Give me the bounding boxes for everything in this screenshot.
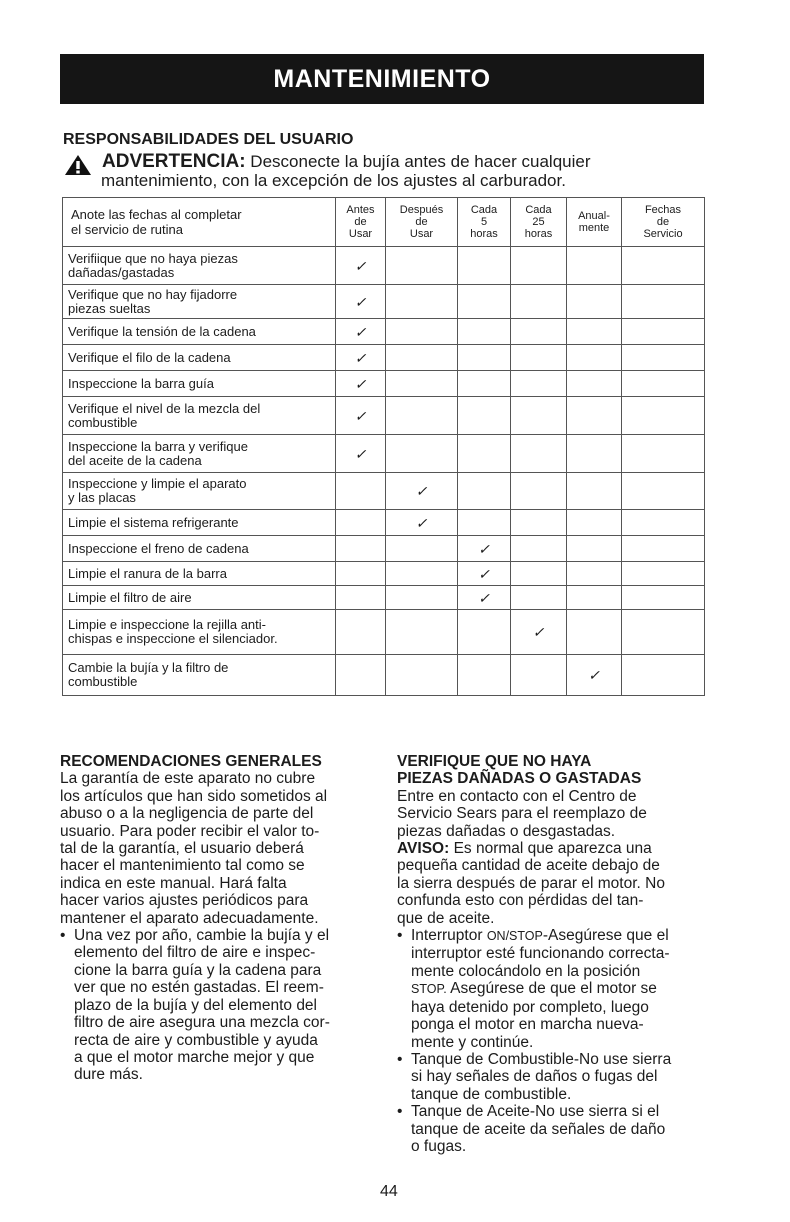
schedule-cell <box>386 510 458 536</box>
page-title-banner <box>60 54 704 104</box>
text-line: interruptor esté funcionando correcta- <box>411 945 670 963</box>
text-line: Una vez por año, cambie la bujía y el <box>74 927 330 945</box>
list-item <box>397 1103 717 1155</box>
text-line: a que el motor marche mejor y que <box>74 1048 315 1066</box>
table-row <box>63 562 705 586</box>
table-row <box>63 510 705 536</box>
text-line: Servicio Sears para el reemplazo de <box>397 805 647 823</box>
text-line: elemento del filtro de aire e inspec- <box>74 944 316 962</box>
schedule-cell <box>511 247 567 285</box>
text-line: hacer varios ajustes periódicos para <box>60 892 309 910</box>
schedule-cell <box>567 562 622 586</box>
schedule-cell <box>336 319 386 345</box>
schedule-cell <box>511 345 567 371</box>
schedule-cell <box>336 435 386 473</box>
task-cell: Verifique el filo de la cadena <box>63 345 336 371</box>
checkmark-icon: ✓ <box>478 540 490 557</box>
schedule-cell <box>567 610 622 655</box>
table-row <box>63 610 705 655</box>
column-header: Cada 5 horas <box>458 198 511 247</box>
schedule-cell <box>458 473 511 510</box>
schedule-cell <box>458 510 511 536</box>
schedule-cell <box>622 319 705 345</box>
schedule-cell <box>386 655 458 696</box>
text-line: Entre en contacto con el Centro de <box>397 787 637 805</box>
schedule-cell <box>386 345 458 371</box>
schedule-cell <box>458 397 511 435</box>
checkmark-icon: ✓ <box>354 349 367 366</box>
schedule-cell <box>511 510 567 536</box>
schedule-cell <box>622 510 705 536</box>
bullet-line: Interruptor ON/STOP-Asegúrese que el <box>411 927 669 945</box>
schedule-cell <box>511 536 567 562</box>
checkmark-icon: ✓ <box>354 445 367 462</box>
task-cell: Inspeccione y limpie el aparato y las placas <box>63 473 336 510</box>
table-row <box>63 371 705 397</box>
text-line: pequeña cantidad de aceite debajo de <box>397 857 660 875</box>
section-title: RESPONSABILIDADES DEL USUARIO <box>63 131 354 148</box>
schedule-cell <box>336 285 386 319</box>
table-row <box>63 536 705 562</box>
schedule-cell <box>567 586 622 610</box>
list-item <box>397 1051 717 1103</box>
column-header: Antes de Usar <box>336 198 386 247</box>
table-row <box>63 345 705 371</box>
schedule-cell <box>336 345 386 371</box>
verify-title-2: PIEZAS DAÑADAS O GASTADAS <box>397 770 642 788</box>
text-line: La garantía de este aparato no cubre <box>60 770 316 788</box>
schedule-cell <box>567 473 622 510</box>
column-header: Cada 25 horas <box>511 198 567 247</box>
schedule-cell <box>567 435 622 473</box>
schedule-cell <box>336 510 386 536</box>
bullet-icon: • <box>60 927 66 945</box>
warning-text-2: mantenimiento, con la excepción de los ajustes al carburador. <box>101 171 566 190</box>
schedule-cell <box>386 610 458 655</box>
text-line: si hay señales de daños o fugas del <box>411 1068 658 1086</box>
schedule-cell <box>511 655 567 696</box>
table-row <box>63 397 705 435</box>
task-cell: Limpie el ranura de la barra <box>63 562 336 586</box>
schedule-cell <box>458 536 511 562</box>
schedule-cell <box>567 345 622 371</box>
schedule-cell <box>386 586 458 610</box>
schedule-cell <box>511 319 567 345</box>
task-cell: Verifique la tensión de la cadena <box>63 319 336 345</box>
schedule-cell <box>386 319 458 345</box>
checkmark-icon: ✓ <box>354 257 367 274</box>
text-line: cione la barra guía y la cadena para <box>74 961 322 979</box>
text-line: haya detenido por completo, luego <box>411 998 649 1016</box>
schedule-cell <box>336 371 386 397</box>
text-line: confunda esto con pérdidas del tan- <box>397 892 644 910</box>
schedule-cell <box>622 473 705 510</box>
bullet-line: STOP. Asegúrese de que el motor se <box>411 980 657 998</box>
text-line: filtro de aire asegura una mezcla cor- <box>74 1014 330 1032</box>
text-line: ponga el motor en marcha nueva- <box>411 1016 644 1034</box>
text-line: mantener el aparato adecuadamente. <box>60 909 319 927</box>
text-line: los artículos que han sido sometidos al <box>60 787 328 805</box>
task-cell: Limpie el filtro de aire <box>63 586 336 610</box>
text-line: Tanque de Aceite-No use sierra si el <box>411 1103 660 1121</box>
text-line: Tanque de Combustible-No use sierra <box>411 1050 672 1068</box>
checkmark-icon: ✓ <box>478 565 490 582</box>
schedule-cell <box>336 247 386 285</box>
text-line: indica en este manual. Hará falta <box>60 874 287 892</box>
table-body <box>63 247 705 696</box>
text-line: tal de la garantía, el usuario deberá <box>60 840 304 858</box>
text-line: ver que no estén gastadas. El reem- <box>74 979 324 997</box>
warning-text-1: Desconecte la bujía antes de hacer cualquier <box>250 152 591 171</box>
notice-first-line: AVISO: Es normal que aparezca una <box>397 840 652 858</box>
schedule-cell <box>622 435 705 473</box>
notice-label: AVISO: <box>397 840 450 858</box>
schedule-cell <box>622 655 705 696</box>
schedule-cell <box>386 536 458 562</box>
list-item <box>397 927 717 1051</box>
schedule-cell <box>511 285 567 319</box>
list-item <box>60 927 380 1084</box>
table-row <box>63 586 705 610</box>
table-row <box>63 473 705 510</box>
verify-section <box>397 753 717 1155</box>
schedule-cell <box>567 319 622 345</box>
checkmark-icon: ✓ <box>532 624 545 640</box>
schedule-cell <box>458 655 511 696</box>
text-line: tanque de aceite da señales de daño <box>411 1120 666 1138</box>
schedule-cell <box>458 610 511 655</box>
text-line: usuario. Para poder recibir el valor to- <box>60 822 320 840</box>
text-line: recta de aire y combustible y ayuda <box>74 1031 318 1049</box>
checkmark-icon: ✓ <box>415 514 428 531</box>
schedule-cell <box>567 247 622 285</box>
schedule-cell <box>511 586 567 610</box>
schedule-cell <box>336 655 386 696</box>
schedule-cell <box>458 319 511 345</box>
text-line: mente y continúe. <box>411 1033 534 1051</box>
bullet-icon: • <box>397 1050 403 1068</box>
schedule-cell <box>458 586 511 610</box>
task-cell: Inspeccione el freno de cadena <box>63 536 336 562</box>
schedule-cell <box>336 536 386 562</box>
schedule-cell <box>622 562 705 586</box>
checkmark-icon: ✓ <box>354 407 367 424</box>
checkmark-icon: ✓ <box>354 293 367 310</box>
column-header: Fechas de Servicio <box>622 198 705 247</box>
task-cell: Inspeccione la barra guía <box>63 371 336 397</box>
table-header-row <box>63 198 705 247</box>
task-cell: Inspeccione la barra y verifique del aceite de la cadena <box>63 435 336 473</box>
schedule-cell <box>622 536 705 562</box>
schedule-cell <box>511 397 567 435</box>
bullet-icon: • <box>397 927 403 945</box>
column-header: Anual- mente <box>567 198 622 247</box>
schedule-cell <box>386 397 458 435</box>
schedule-cell <box>567 397 622 435</box>
warning-icon <box>64 154 92 176</box>
task-cell: Limpie el sistema refrigerante <box>63 510 336 536</box>
page-title: MANTENIMIENTO <box>273 65 491 93</box>
table-row <box>63 655 705 696</box>
warning-label: ADVERTENCIA: <box>102 151 246 172</box>
schedule-cell <box>336 610 386 655</box>
schedule-cell <box>567 536 622 562</box>
column-header-task: Anote las fechas al completar el servicio de rutina <box>63 198 336 247</box>
recommendations-section <box>60 753 380 1084</box>
schedule-cell <box>622 345 705 371</box>
schedule-cell <box>511 371 567 397</box>
schedule-cell <box>622 397 705 435</box>
schedule-cell <box>386 247 458 285</box>
schedule-cell <box>567 285 622 319</box>
task-cell: Verifique el nivel de la mezcla del combustible <box>63 397 336 435</box>
schedule-cell <box>386 285 458 319</box>
bullet-icon: • <box>397 1103 403 1121</box>
checkmark-icon: ✓ <box>354 375 367 392</box>
task-cell: Verifiique que no haya piezas dañadas/gastadas <box>63 247 336 285</box>
schedule-cell <box>386 435 458 473</box>
schedule-cell <box>567 510 622 536</box>
schedule-cell <box>386 473 458 510</box>
schedule-cell <box>622 586 705 610</box>
schedule-cell <box>458 345 511 371</box>
task-cell: Cambie la bujía y la filtro de combustible <box>63 655 336 696</box>
text-line: abuso o a la negligencia de parte del <box>60 805 314 823</box>
checkmark-icon: ✓ <box>588 667 600 683</box>
table-row <box>63 435 705 473</box>
column-header: Después de Usar <box>386 198 458 247</box>
recommendations-title: RECOMENDACIONES GENERALES <box>60 753 322 770</box>
text-line: la sierra después de parar el motor. No <box>397 874 665 892</box>
maintenance-table <box>62 197 705 696</box>
schedule-cell <box>336 473 386 510</box>
schedule-cell <box>386 562 458 586</box>
checkmark-icon: ✓ <box>478 589 490 606</box>
text-line: mente colocándolo en la posición <box>411 962 641 980</box>
schedule-cell <box>622 371 705 397</box>
checkmark-icon: ✓ <box>415 483 428 499</box>
text-line: o fugas. <box>411 1137 467 1155</box>
text-line: hacer el mantenimiento tal como se <box>60 857 305 875</box>
task-cell: Limpie e inspeccione la rejilla anti- chispas e inspeccione el silenciador. <box>63 610 336 655</box>
schedule-cell <box>458 435 511 473</box>
text-line: piezas dañadas o desgastadas. <box>397 822 616 840</box>
schedule-cell <box>458 371 511 397</box>
text-line: dure más. <box>74 1066 143 1084</box>
checkmark-icon: ✓ <box>354 323 367 340</box>
page-number: 44 <box>380 1183 398 1200</box>
table-row <box>63 319 705 345</box>
schedule-cell <box>386 371 458 397</box>
schedule-cell <box>567 655 622 696</box>
text-line: plazo de la bujía y del elemento del <box>74 996 317 1014</box>
schedule-cell <box>336 562 386 586</box>
verify-title-1: VERIFIQUE QUE NO HAYA <box>397 753 592 770</box>
schedule-cell <box>336 397 386 435</box>
schedule-cell <box>622 285 705 319</box>
schedule-cell <box>511 435 567 473</box>
schedule-cell <box>622 247 705 285</box>
schedule-cell <box>458 247 511 285</box>
schedule-cell <box>511 562 567 586</box>
schedule-cell <box>511 610 567 655</box>
schedule-cell <box>458 562 511 586</box>
table-row <box>63 247 705 285</box>
task-cell: Verifique que no hay fijadorre piezas sueltas <box>63 285 336 319</box>
schedule-cell <box>567 371 622 397</box>
schedule-cell <box>622 610 705 655</box>
schedule-cell <box>458 285 511 319</box>
schedule-cell <box>511 473 567 510</box>
text-line: que de aceite. <box>397 909 495 927</box>
schedule-cell <box>336 586 386 610</box>
text-line: tanque de combustible. <box>411 1085 572 1103</box>
table-row <box>63 285 705 319</box>
